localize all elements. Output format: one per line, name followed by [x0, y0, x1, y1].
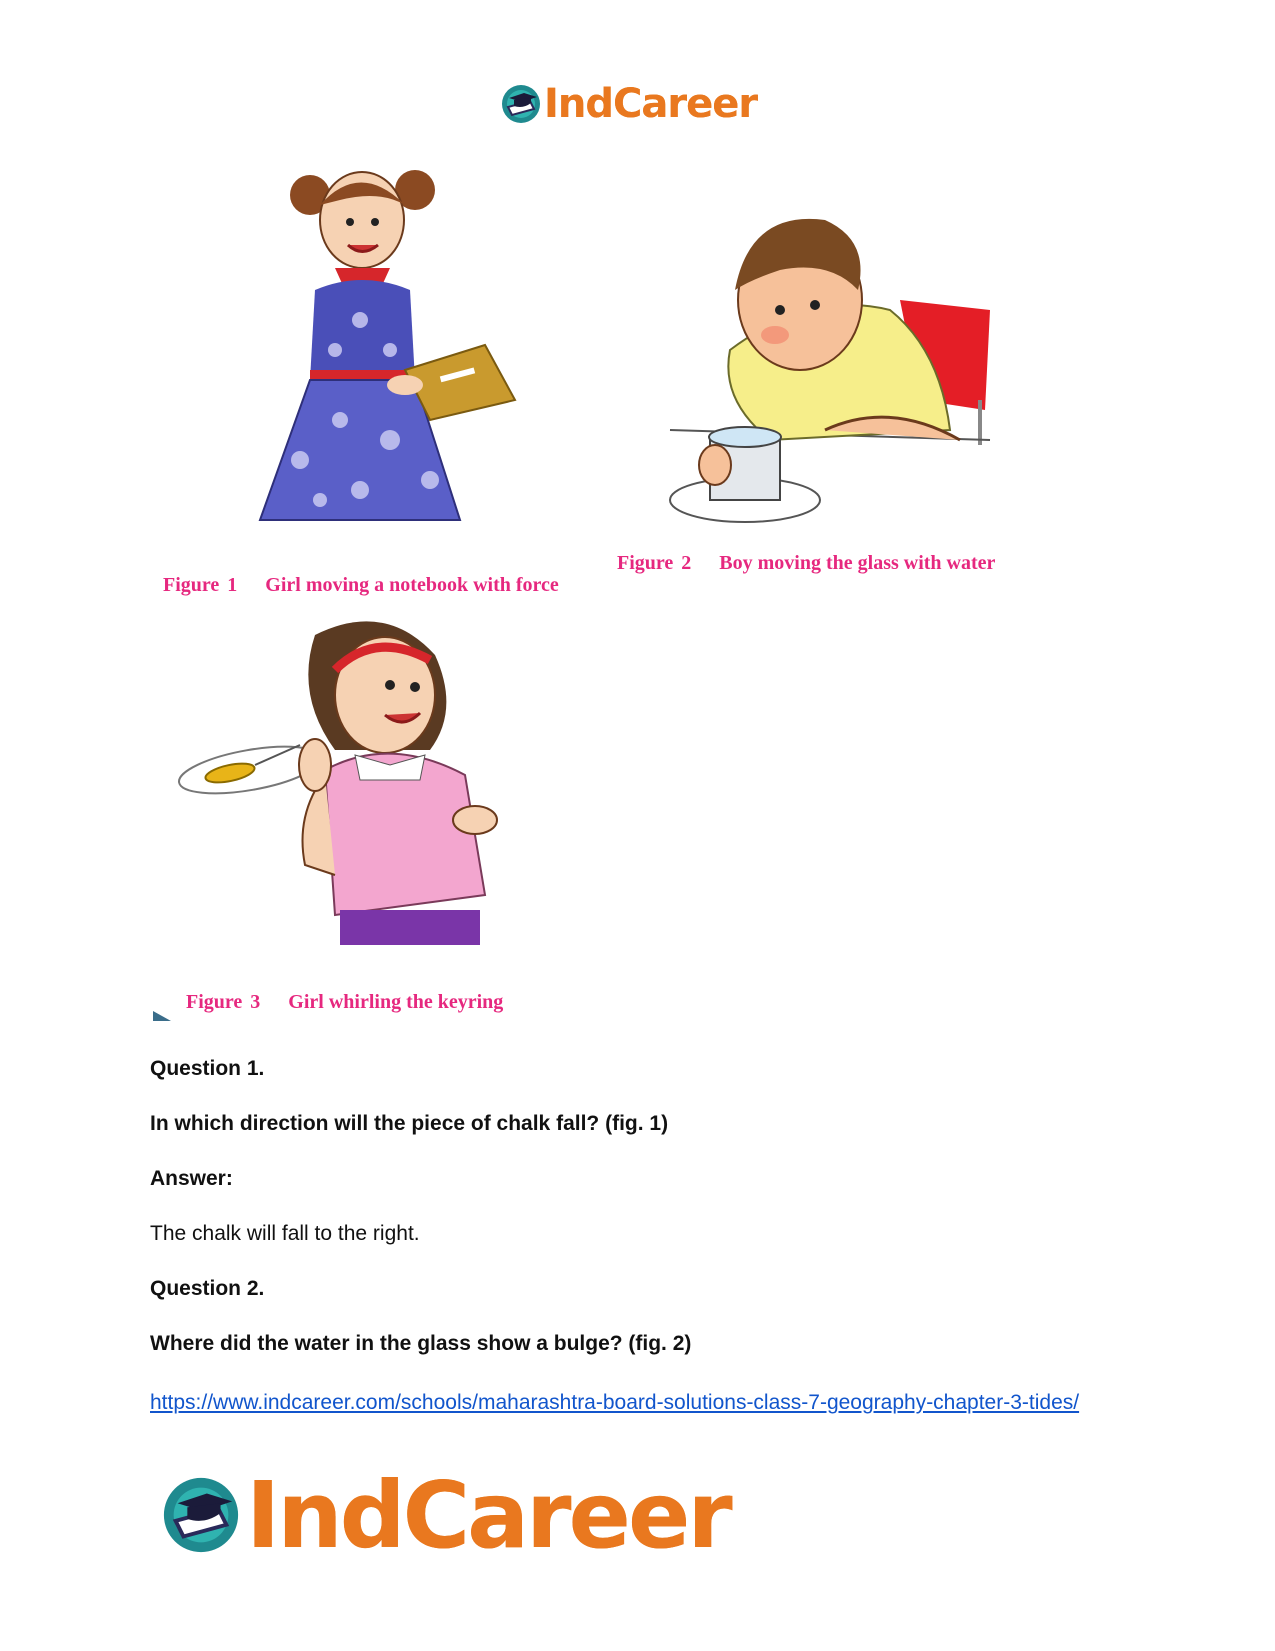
- figure-2-text: Boy moving the glass with water: [719, 552, 996, 574]
- question-2-label: Question 2.: [150, 1277, 265, 1300]
- figure-2-label: Figure: [617, 552, 674, 574]
- question-1-text: In which direction will the piece of chalk fall? (fig. 1): [150, 1112, 669, 1135]
- header-logo: [500, 80, 757, 128]
- figure-1-caption: [163, 574, 559, 597]
- answer-1-label: Answer:: [150, 1167, 233, 1190]
- corner-mark: [153, 1011, 171, 1021]
- question-2-text: Where did the water in the glass show a bulge? (fig. 2): [150, 1332, 692, 1355]
- source-link[interactable]: https://www.indcareer.com/schools/maharashtra-board-solutions-class-7-geography-chapter-3-tides/: [150, 1391, 1080, 1414]
- figure-1-label: Figure: [163, 574, 220, 596]
- answer-1-text: The chalk will fall to the right.: [150, 1222, 420, 1245]
- girl-keyring-illustration: [175, 615, 545, 965]
- boy-glass-illustration: [630, 200, 1030, 550]
- figure-2-caption: [617, 552, 995, 575]
- logo-text: IndCareer: [544, 81, 758, 127]
- figure-3-number: 3: [250, 991, 261, 1013]
- graduation-cap-book-icon: [160, 1474, 242, 1556]
- figure-3-text: Girl whirling the keyring: [288, 991, 504, 1013]
- footer-logo: [160, 1461, 730, 1569]
- figure-3-label: Figure: [186, 991, 243, 1013]
- question-1-label: Question 1.: [150, 1057, 265, 1080]
- figure-3-caption: [186, 991, 503, 1014]
- graduation-cap-book-icon: [500, 83, 542, 125]
- figure-2-number: 2: [681, 552, 692, 574]
- logo-text: IndCareer: [246, 1461, 730, 1569]
- figure-1-number: 1: [227, 574, 238, 596]
- girl-notebook-illustration: [240, 160, 530, 540]
- figure-1-text: Girl moving a notebook with force: [265, 574, 559, 596]
